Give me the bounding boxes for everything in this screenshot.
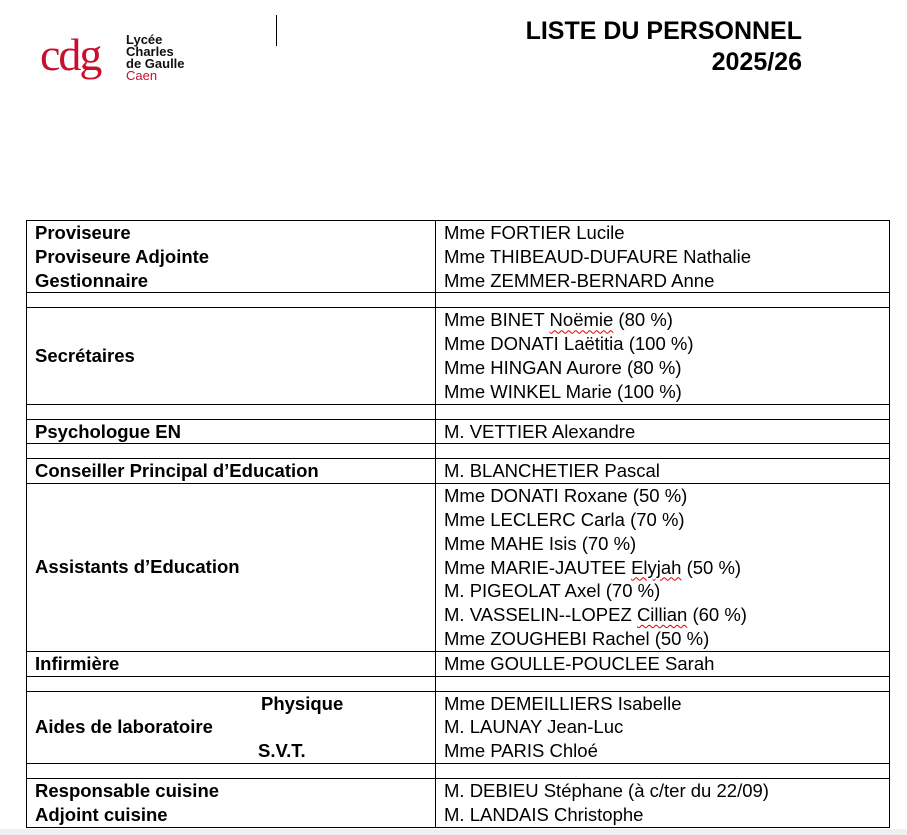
role-label: Conseiller Principal d’Education (35, 460, 319, 482)
spacer-cell (436, 404, 890, 419)
staff-name: M. LAUNAY Jean-Luc (444, 716, 624, 738)
staff-name: M. PIGEOLAT Axel (70 %) (444, 580, 661, 602)
role-cell (27, 459, 436, 484)
role-cell (27, 691, 436, 763)
staff-name: Mme GOULLE-POUCLEE Sarah (444, 652, 715, 674)
names-cell (436, 691, 890, 763)
role-label: Proviseure Adjointe (35, 245, 210, 267)
table-row-labo (27, 691, 890, 763)
spacer-row (27, 444, 890, 459)
role-sub-svt: S.V.T. (258, 740, 306, 762)
table-row-psychologue (27, 419, 890, 444)
spacer-cell (436, 293, 890, 308)
staff-name: Mme MAHE Isis (70 %) (444, 532, 637, 554)
spacer-row (27, 404, 890, 419)
role-label: Adjoint cuisine (35, 803, 168, 825)
role-cell (27, 221, 436, 293)
logo-line: Lycée (126, 32, 163, 47)
names-cell (436, 778, 890, 827)
logo-line: de Gaulle (126, 56, 185, 71)
table-row-cuisine (27, 778, 890, 827)
staff-name: M. LANDAIS Christophe (444, 803, 644, 825)
table-row-direction (27, 221, 890, 293)
staff-name: Mme BINET Noëmie (80 %) (444, 309, 673, 331)
staff-table (26, 220, 890, 828)
names-cell (436, 419, 890, 444)
role-cell (27, 308, 436, 404)
role-cell (27, 778, 436, 827)
spacer-cell (27, 763, 436, 778)
spacer-cell (436, 676, 890, 691)
text-cursor-divider (276, 15, 277, 46)
role-label: Infirmière (35, 652, 120, 674)
document-title (526, 16, 802, 78)
staff-name: Mme PARIS Chloé (444, 740, 598, 762)
spacer-cell (27, 676, 436, 691)
spacer-row (27, 763, 890, 778)
role-cell (27, 419, 436, 444)
staff-name: Mme FORTIER Lucile (444, 222, 625, 243)
staff-name: M. DEBIEU Stéphane (à c/ter du 22/09) (444, 779, 769, 801)
role-label: Aides de laboratoire (35, 716, 213, 738)
staff-name: Mme DONATI Laëtitia (100 %) (444, 333, 694, 355)
staff-name: M. VETTIER Alexandre (444, 420, 636, 442)
logo-city: Caen (126, 68, 158, 83)
spacer-cell (436, 444, 890, 459)
staff-name: Mme HINGAN Aurore (80 %) (444, 356, 682, 378)
role-label: Responsable cuisine (35, 779, 220, 801)
staff-name: Mme THIBEAUD-DUFAURE Nathalie (444, 245, 752, 267)
staff-name: M. VASSELIN--LOPEZ Cillian (60 %) (444, 604, 747, 626)
spacer-row (27, 676, 890, 691)
logo-text (126, 34, 185, 82)
role-label: Secrétaires (35, 344, 135, 366)
names-cell (436, 484, 890, 652)
spacer-cell (27, 293, 436, 308)
page-edge (0, 829, 907, 835)
school-logo (40, 30, 200, 90)
title-text: LISTE DU PERSONNEL (525, 17, 802, 45)
names-cell (436, 221, 890, 293)
staff-name: Mme LECLERC Carla (70 %) (444, 508, 685, 530)
staff-name: Mme ZEMMER-BERNARD Anne (444, 269, 715, 291)
table-row-secretaires (27, 308, 890, 404)
logo-mark: cdg (40, 29, 101, 80)
table-row-aed (27, 484, 890, 652)
role-label: Gestionnaire (35, 269, 149, 291)
role-sub-physique: Physique (261, 692, 344, 714)
role-label: Proviseure (35, 222, 131, 243)
spacer-row (27, 293, 890, 308)
staff-name: Mme WINKEL Marie (100 %) (444, 380, 682, 402)
staff-name: Mme MARIE-JAUTEE Elyjah (50 %) (444, 556, 742, 578)
staff-name: Mme DEMEILLIERS Isabelle (444, 692, 682, 714)
names-cell (436, 651, 890, 676)
role-cell (27, 484, 436, 652)
title-year: 2025/26 (711, 48, 802, 76)
table-row-infirmiere (27, 651, 890, 676)
logo-line: Charles (126, 44, 174, 59)
role-label: Assistants d’Education (35, 556, 240, 578)
spacer-cell (27, 444, 436, 459)
table-row-cpe (27, 459, 890, 484)
spacer-cell (27, 404, 436, 419)
role-cell (27, 651, 436, 676)
role-label: Psychologue EN (35, 420, 181, 442)
staff-name: Mme ZOUGHEBI Rachel (50 %) (444, 627, 710, 649)
names-cell (436, 459, 890, 484)
staff-name: M. BLANCHETIER Pascal (444, 460, 660, 482)
names-cell (436, 308, 890, 404)
staff-name: Mme DONATI Roxane (50 %) (444, 485, 688, 507)
spacer-cell (436, 763, 890, 778)
